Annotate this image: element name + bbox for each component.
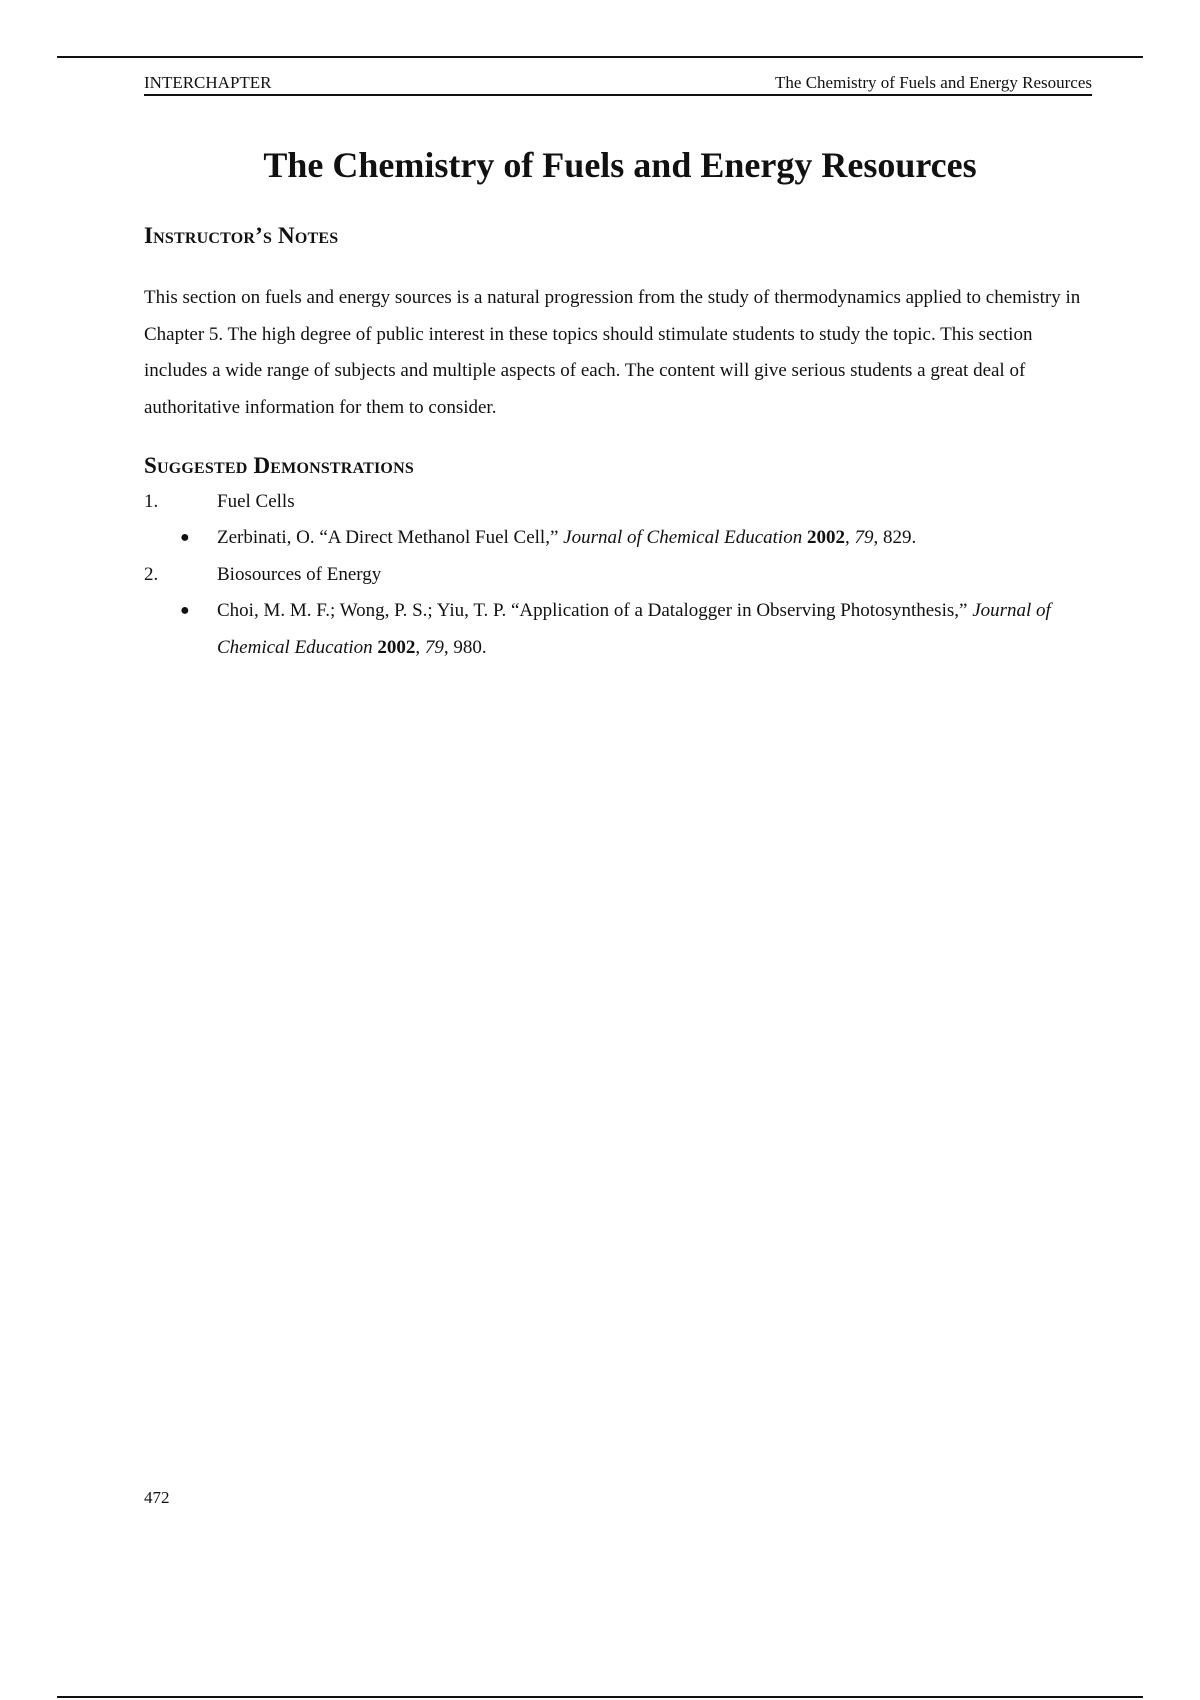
reference-authors-title: Zerbinati, O. “A Direct Methanol Fuel Cell,”: [217, 527, 559, 548]
top-rule: [57, 56, 1143, 58]
instructors-notes-heading: Instructor’s Notes: [144, 223, 339, 248]
reference-journal: Journal of Chemical Education: [217, 600, 1051, 658]
page-number: 472: [144, 1488, 170, 1507]
reference-pages: 829.: [882, 527, 917, 548]
reference-journal: Journal of Chemical Education: [563, 527, 803, 548]
bullet-icon: ●: [180, 602, 190, 619]
list-number: 1.: [144, 491, 159, 512]
list-item-label: Biosources of Energy: [217, 564, 382, 585]
bottom-rule: [57, 1696, 1143, 1698]
reference-volume: 79: [854, 527, 874, 548]
list-number: 2.: [144, 564, 159, 585]
page-title: The Chemistry of Fuels and Energy Resources: [263, 145, 977, 185]
list-item-label: Fuel Cells: [217, 491, 295, 512]
header-chapter-label: INTERCHAPTER: [144, 73, 272, 92]
reference-citation: Zerbinati, O. “A Direct Methanol Fuel Cell,” Journal of Chemical Education 2002, 79, 829.: [217, 527, 917, 548]
reference-pages: 980.: [453, 636, 487, 658]
reference-year: 2002: [806, 527, 845, 548]
reference-year: 2002: [377, 636, 416, 658]
reference-citation: Choi, M. M. F.; Wong, P. S.; Yiu, T. P. “Application of a Datalogger in Observing Photosynthesis,” Journal of Chemical Education 2002, 79, 980.: [217, 600, 1051, 658]
suggested-demonstrations-heading: Suggested Demonstrations: [144, 453, 414, 478]
bullet-icon: ●: [180, 529, 190, 546]
reference-authors-title: Choi, M. M. F.; Wong, P. S.; Yiu, T. P. “Application of a Datalogger in Observing Photosynthesis,”: [217, 600, 968, 621]
running-header: [144, 73, 1092, 96]
header-section-title: The Chemistry of Fuels and Energy Resources: [775, 73, 1092, 92]
instructors-notes-body: This section on fuels and energy sources is a natural progression from the study of thermodynamics applied to chemistry in Chapter 5. The high degree of public interest in these topics should stimulate students to study the topic. This section includes a wide range of subjects and multiple aspects of each. The content will give serious students a great deal of authoritative information for them to consider.: [144, 287, 1081, 418]
reference-volume: 79: [424, 636, 444, 658]
